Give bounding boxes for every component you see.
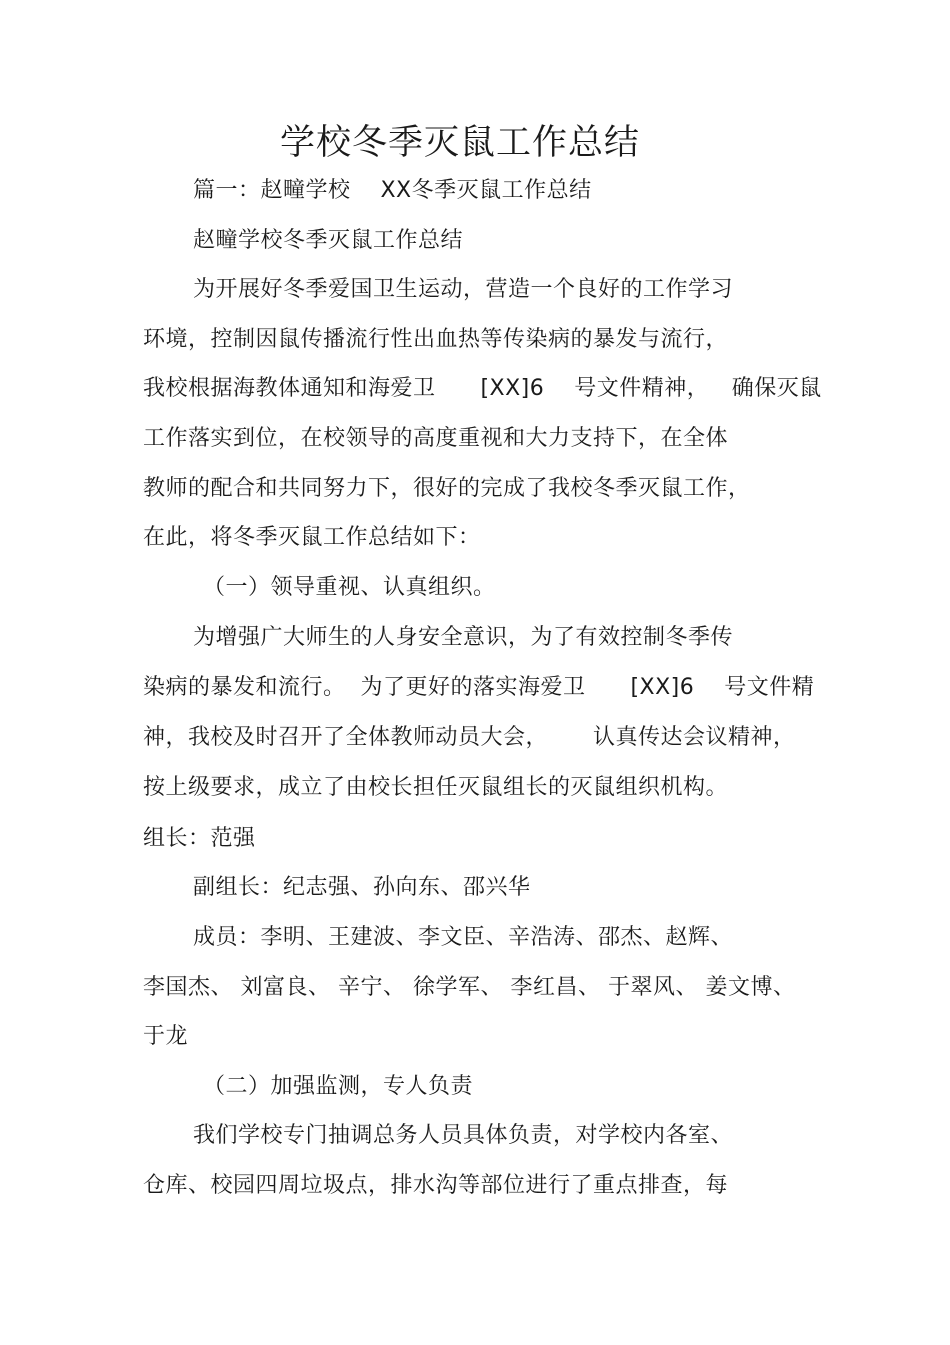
paragraph-line: 在此，将冬季灭鼠工作总结如下： (143, 525, 481, 550)
subtitle-line: 赵疃学校冬季灭鼠工作总结 (193, 228, 464, 253)
subsection-heading: （二）加强监测，专人负责 (203, 1074, 474, 1099)
leader-line: 组长：范强 (143, 826, 256, 851)
deputy-leader-line: 副组长：纪志强、孙向东、邵兴华 (193, 875, 531, 900)
paragraph-line: 环境，控制因鼠传播流行性出血热等传染病的暴发与流行， (143, 327, 729, 352)
paragraph-line: 按上级要求，成立了由校长担任灭鼠组长的灭鼠组织机构。 (143, 775, 729, 800)
paragraph-line: 神，我校及时召开了全体教师动员大会， 认真传达会议精神， (143, 725, 796, 750)
subsection-heading: （一）领导重视、认真组织。 (203, 575, 496, 600)
paragraph-line: 我校根据海教体通知和海爱卫 [XX]6 号文件精神， 确保灭鼠 (143, 376, 822, 401)
paragraph-line: 染病的暴发和流行。 为了更好的落实海爱卫 [XX]6 号文件精 (143, 675, 815, 700)
paragraph-line: 我们学校专门抽调总务人员具体负责，对学校内各室、 (193, 1123, 734, 1148)
members-line: 成员：李明、王建波、李文臣、辛浩涛、邵杰、赵辉、 (193, 925, 734, 950)
members-line: 李国杰、 刘富良、 辛宁、 徐学军、 李红昌、 于翠风、 姜文博、 (143, 975, 796, 1000)
paragraph-line: 为开展好冬季爱国卫生运动，营造一个良好的工作学习 (193, 277, 734, 302)
members-line: 于龙 (143, 1024, 189, 1049)
paragraph-line: 为增强广大师生的人身安全意识，为了有效控制冬季传 (193, 625, 734, 650)
document-title: 学校冬季灭鼠工作总结 (279, 123, 640, 163)
paragraph-line: 工作落实到位，在校领导的高度重视和大力支持下，在全体 (143, 426, 729, 451)
section-heading-line: 篇一：赵疃学校 XX冬季灭鼠工作总结 (193, 178, 592, 203)
paragraph-line: 仓库、校园四周垃圾点，排水沟等部位进行了重点排查，每 (143, 1173, 729, 1198)
paragraph-line: 教师的配合和共同努力下，很好的完成了我校冬季灭鼠工作， (143, 476, 751, 501)
